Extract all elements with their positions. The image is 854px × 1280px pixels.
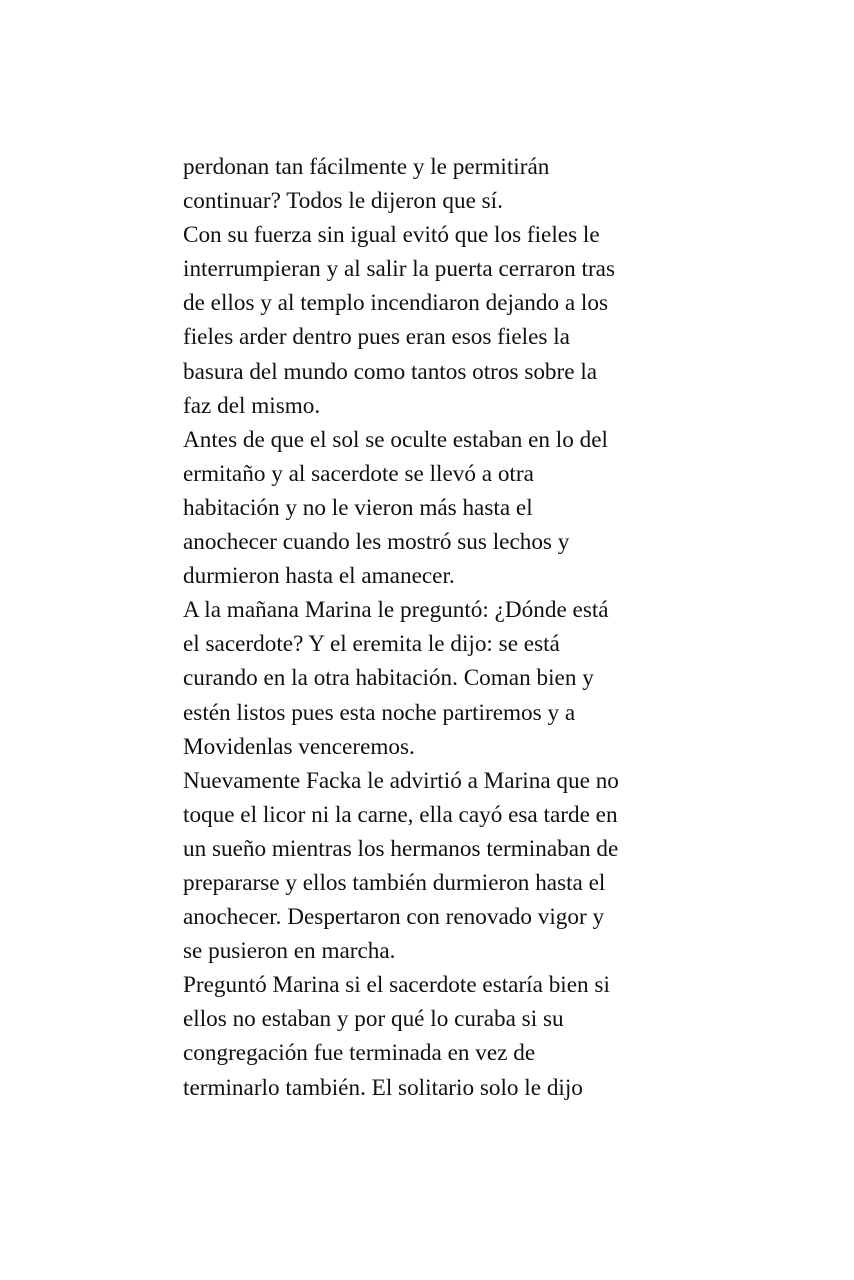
text-line: el sacerdote? Y el eremita le dijo: se está xyxy=(183,631,560,658)
text-line: toque el licor ni la carne, ella cayó esa tarde en xyxy=(183,801,618,828)
text-line: Con su fuerza sin igual evitó que los fieles le xyxy=(183,222,600,249)
text-line: interrumpieran y al salir la puerta cerraron tras xyxy=(183,256,615,283)
text-line: faz del mismo. xyxy=(183,392,321,419)
text-line: Antes de que el sol se oculte estaban en lo del xyxy=(183,426,608,453)
text-line: ellos no estaban y por qué lo curaba si su xyxy=(183,1006,564,1033)
text-line: Nuevamente Facka le advirtió a Marina que no xyxy=(183,767,619,794)
text-line: A la mañana Marina le preguntó: ¿Dónde está xyxy=(183,597,609,624)
text-line: fieles arder dentro pues eran esos fieles la xyxy=(183,324,570,351)
text-line: basura del mundo como tantos otros sobre la xyxy=(183,358,598,385)
text-line: perdonan tan fácilmente y le permitirán xyxy=(183,154,550,180)
text-line: curando en la otra habitación. Coman bien y xyxy=(183,665,594,692)
text-line: de ellos y al templo incendiaron dejando a los xyxy=(183,290,608,317)
text-line: se pusieron en marcha. xyxy=(183,938,396,965)
text-line: anochecer. Despertaron con renovado vigor y xyxy=(183,904,605,931)
text-line: habitación y no le vieron más hasta el xyxy=(183,494,533,521)
text-line: ermitaño y al sacerdote se llevó a otra xyxy=(183,460,534,487)
text-line: estén listos pues esta noche partiremos y a xyxy=(183,699,576,726)
text-line: prepararse y ellos también durmieron hasta el xyxy=(183,869,606,896)
text-line: continuar? Todos le dijeron que sí. xyxy=(183,188,503,215)
text-line: durmieron hasta el amanecer. xyxy=(183,563,455,590)
text-line: terminarlo también. El solitario solo le dijo xyxy=(183,1074,583,1101)
text-line: anochecer cuando les mostró sus lechos y xyxy=(183,529,570,556)
text-line: Movidenlas venceremos. xyxy=(183,733,415,760)
text-line: Preguntó Marina si el sacerdote estaría bien si xyxy=(183,972,610,999)
text-line: un sueño mientras los hermanos terminaban de xyxy=(183,835,619,862)
body-text xyxy=(183,150,683,1105)
text-line: congregación fue terminada en vez de xyxy=(183,1040,536,1067)
